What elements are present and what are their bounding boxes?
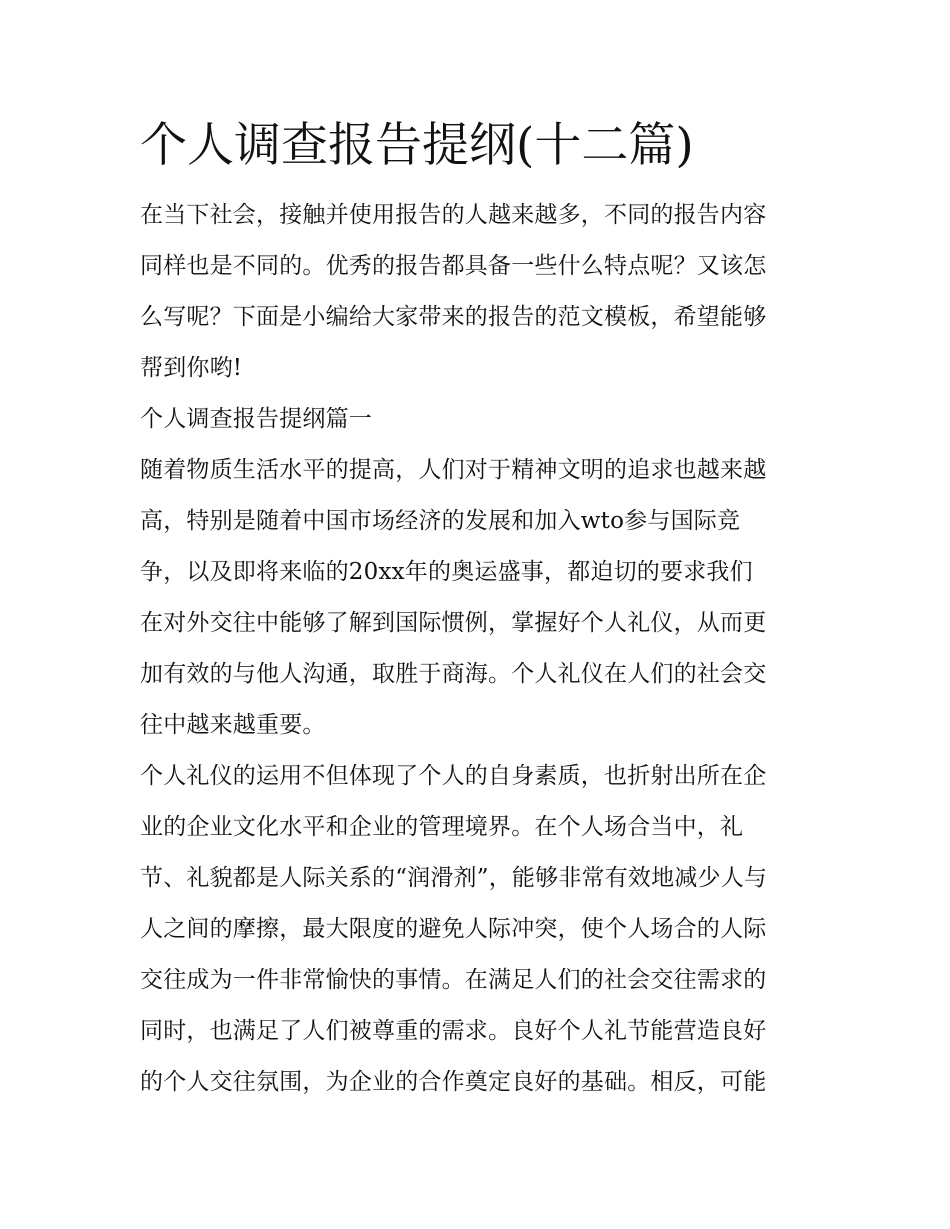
document-title: 个人调查报告提纲(十二篇): [140, 118, 694, 173]
text-line: 同时，也满足了人们被尊重的需求。良好个人礼节能营造良好: [140, 1018, 767, 1044]
text-line: 争，以及即将来临的20xx年的奥运盛事，都迫切的要求我们: [140, 559, 753, 585]
text-line: 加有效的与他人沟通，取胜于商海。个人礼仪在人们的社会交: [140, 661, 767, 687]
text-line: 么写呢？下面是小编给大家带来的报告的范文模板，希望能够: [140, 304, 767, 330]
text-line: 高，特别是随着中国市场经济的发展和加入wto参与国际竞: [140, 508, 741, 534]
text-line: 帮到你哟!: [140, 355, 243, 381]
text-line: 节、礼貌都是人际关系的“润滑剂”，能够非常有效地减少人与: [140, 865, 768, 891]
section-heading-text: 个人调查报告提纲篇一: [140, 406, 372, 432]
text-line: 随着物质生活水平的提高，人们对于精神文明的追求也越来越: [140, 457, 767, 483]
text-line: 的个人交往氛围，为企业的合作奠定良好的基础。相反，可能: [140, 1069, 767, 1095]
intro-paragraph: [140, 190, 820, 394]
section-heading: [140, 394, 820, 445]
text-line: 在对外交往中能够了解到国际惯例，掌握好个人礼仪，从而更: [140, 610, 767, 636]
body-paragraph: [140, 751, 820, 1108]
text-line: 人之间的摩擦，最大限度的避免人际冲突，使个人场合的人际: [140, 916, 767, 942]
text-line: 在当下社会，接触并使用报告的人越来越多，不同的报告内容: [140, 202, 767, 228]
text-line: 业的企业文化水平和企业的管理境界。在个人场合当中，礼: [140, 814, 744, 840]
text-line: 往中越来越重要。: [140, 712, 326, 738]
body-paragraph: [140, 445, 820, 751]
text-line: 同样也是不同的。优秀的报告都具备一些什么特点呢？又该怎: [140, 253, 767, 279]
text-line: 个人礼仪的运用不但体现了个人的自身素质，也折射出所在企: [140, 763, 767, 789]
text-line: 交往成为一件非常愉快的事情。在满足人们的社会交往需求的: [140, 967, 767, 993]
document-body: [140, 112, 820, 1108]
